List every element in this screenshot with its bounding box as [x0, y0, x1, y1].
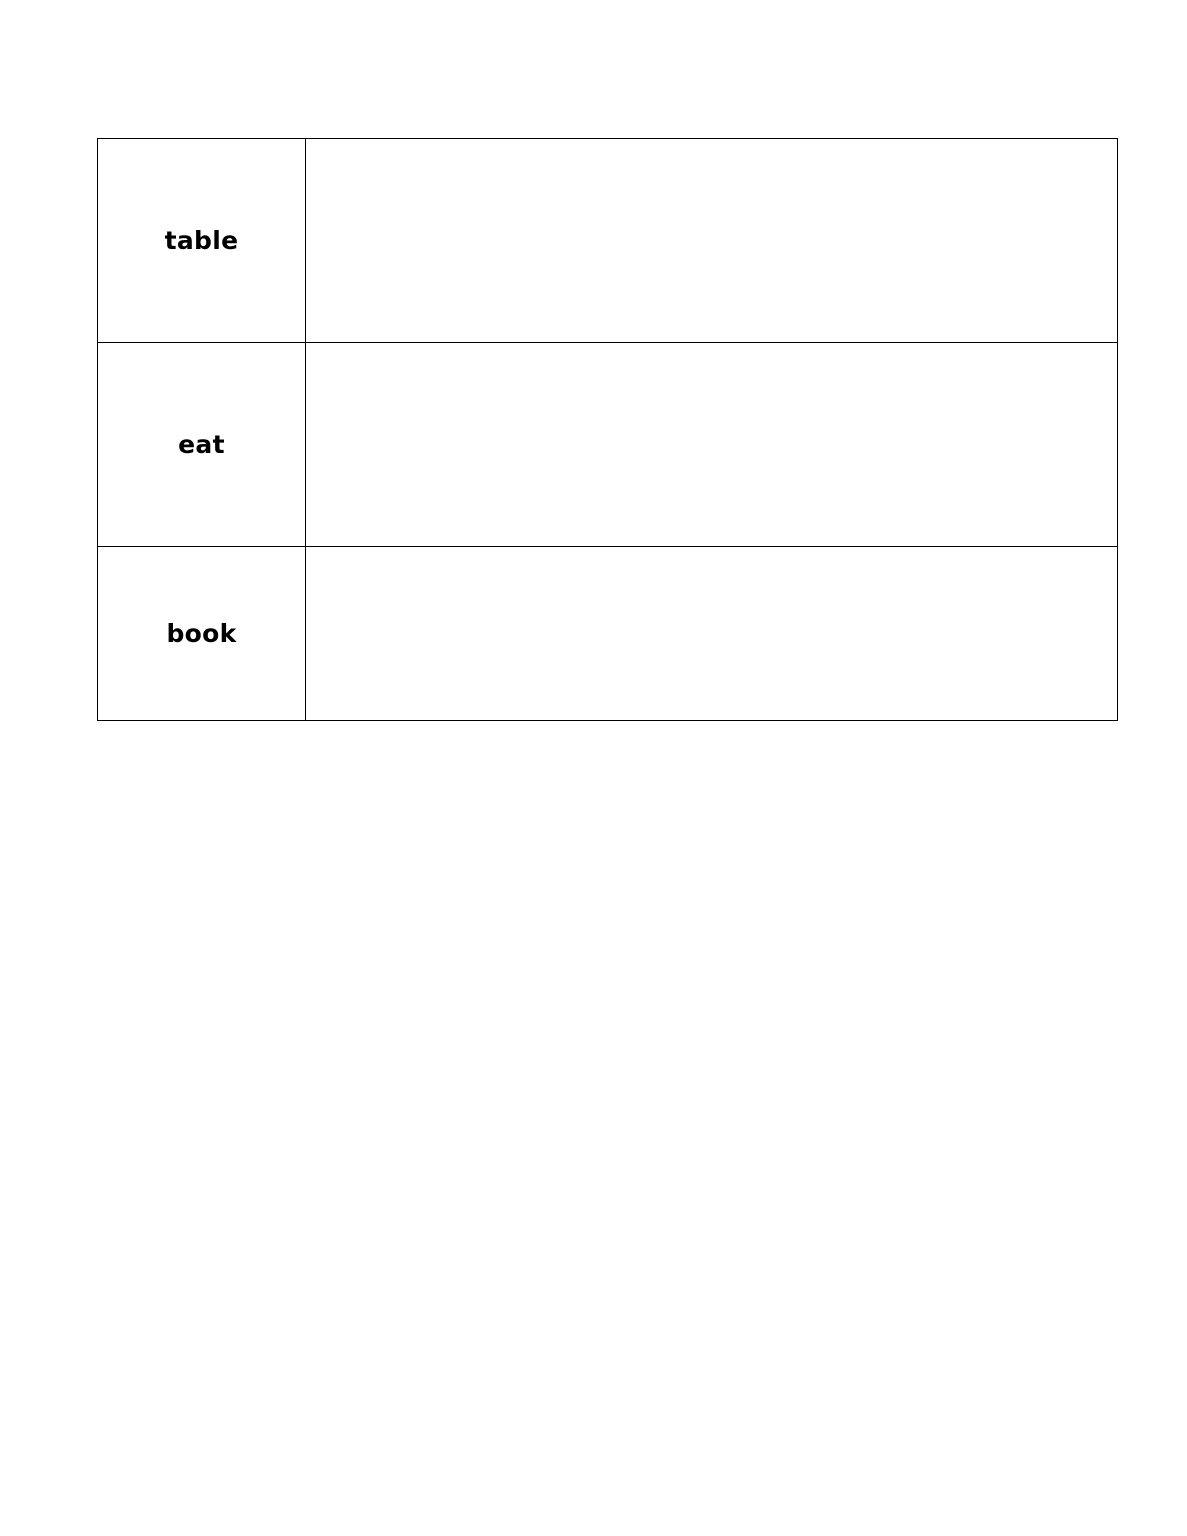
table-row	[98, 139, 1118, 343]
answer-cell[interactable]	[306, 139, 1118, 343]
answer-cell[interactable]	[306, 343, 1118, 547]
answer-cell[interactable]	[306, 547, 1118, 721]
word-cell: eat	[98, 343, 306, 547]
vocabulary-table	[97, 138, 1118, 721]
word-cell: table	[98, 139, 306, 343]
table-row	[98, 343, 1118, 547]
table-row	[98, 547, 1118, 721]
word-cell: book	[98, 547, 306, 721]
